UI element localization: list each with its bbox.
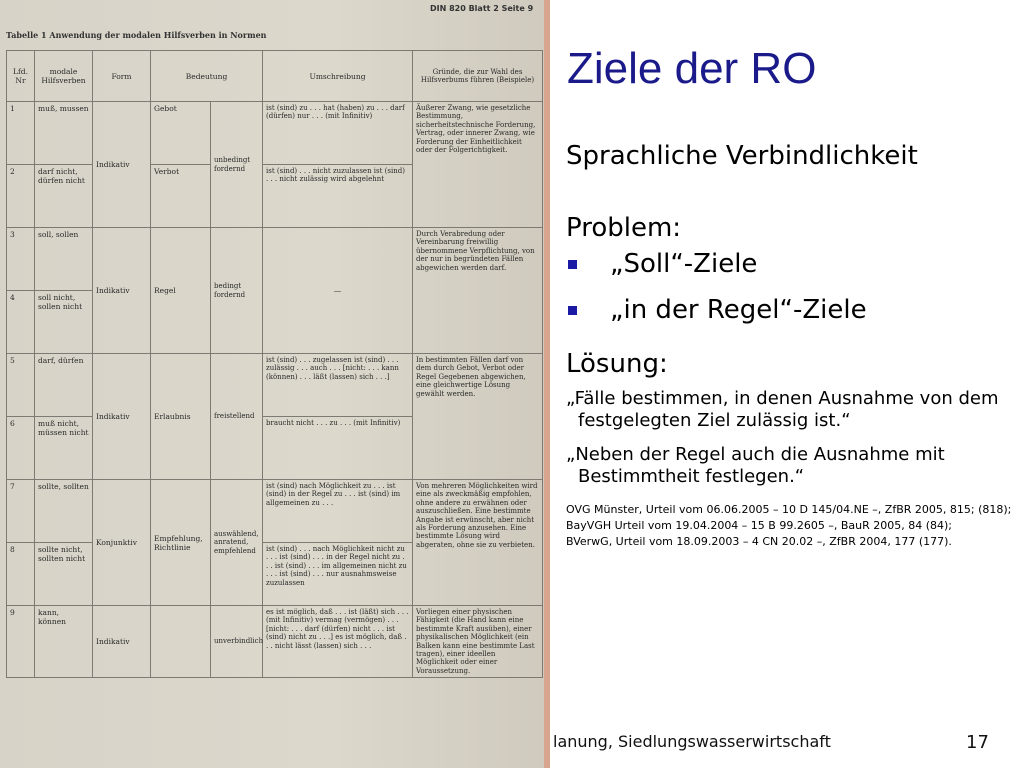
quote-2: „Neben der Regel auch die Ausnahme mit Bestimmtheit festlegen.“ bbox=[566, 444, 945, 487]
cell-bedeutung: Gebot bbox=[151, 102, 211, 165]
cell-verb: muß, mussen bbox=[35, 102, 93, 165]
scan-edge bbox=[544, 0, 550, 768]
cell-bedeutung-detail: unbedingt fordernd bbox=[211, 102, 263, 228]
cell-nr: 7 bbox=[7, 480, 35, 543]
citation: BayVGH Urteil vom 19.04.2004 – 15 B 99.2605 –, BauR 2005, 84 (84); bbox=[566, 519, 952, 532]
cell-umschreibung: es ist möglich, daß . . . ist (läßt) sich . . . (mit Infinitiv) vermag (vermögen) . . . [nicht: . . . darf (dürfen) nicht . . . ist (sind) nicht zu . . .] es ist möglich, daß . . . nicht lässt (lassen) sich . . . bbox=[263, 606, 413, 678]
cell-verb: sollte, sollten bbox=[35, 480, 93, 543]
citation: OVG Münster, Urteil vom 06.06.2005 – 10 D 145/04.NE –, ZfBR 2005, 815; (818); bbox=[566, 503, 1012, 516]
header-cell: Bedeutung bbox=[151, 51, 263, 102]
cell-verb: soll, sollen bbox=[35, 228, 93, 291]
cell-umschreibung: ist (sind) nach Möglichkeit zu . . . ist (sind) in der Regel zu . . . ist (sind) im allgemeinen zu . . . bbox=[263, 480, 413, 543]
cell-umschreibung: braucht nicht . . . zu . . . (mit Infinitiv) bbox=[263, 417, 413, 480]
cell-verb: darf nicht, dürfen nicht bbox=[35, 165, 93, 228]
bullet-item bbox=[566, 248, 1021, 280]
cell-gruende: Vorliegen einer physischen Fähigkeit (die Hand kann eine bestimmte Kraft ausüben), einer physikalischen Möglichkeit (ein Balken kann eine bestimmte Last tragen), einer ideellen Möglichkeit oder einer Voraussetzung. bbox=[413, 606, 543, 678]
cell-umschreibung: ist (sind) . . . nicht zuzulassen ist (sind) . . . nicht zulässig wird abgelehnt bbox=[263, 165, 413, 228]
problem-label: Problem: bbox=[566, 213, 682, 243]
citation: BVerwG, Urteil vom 18.09.2003 – 4 CN 20.02 –, ZfBR 2004, 177 (177). bbox=[566, 535, 952, 548]
citations bbox=[566, 502, 1021, 550]
slide-content bbox=[566, 140, 1021, 550]
subtitle: Sprachliche Verbindlichkeit bbox=[566, 141, 918, 171]
square-bullet-icon bbox=[568, 260, 577, 269]
cell-umschreibung: — bbox=[263, 228, 413, 354]
quote-1: „Fälle bestimmen, in denen Ausnahme von dem festgelegten Ziel zulässig ist.“ bbox=[566, 388, 999, 431]
scan-header-right: DIN 820 Blatt 2 Seite 9 bbox=[430, 4, 534, 13]
table-row bbox=[7, 102, 543, 165]
table-row bbox=[7, 354, 543, 417]
cell-form: Indikativ bbox=[93, 606, 151, 678]
scan-header-left: Tabelle 1 Anwendung der modalen Hilfsverben in Normen bbox=[6, 30, 267, 40]
cell-umschreibung: ist (sind) . . . zugelassen ist (sind) . . . zulässig . . . auch . . . [nicht: . . . kann (können) . . . läßt (lassen) sich . . .] bbox=[263, 354, 413, 417]
cell-nr: 1 bbox=[7, 102, 35, 165]
header-cell: Umschreibung bbox=[263, 51, 413, 102]
cell-nr: 6 bbox=[7, 417, 35, 480]
cell-umschreibung: ist (sind) . . . nach Möglichkeit nicht zu . . . ist (sind) . . . in der Regel nicht zu . . . ist (sind) . . . im allgemeinen nicht zu . . . ist (sind) . . . nur ausnahmsweise zuzulassen bbox=[263, 543, 413, 606]
cell-bedeutung: Regel bbox=[151, 228, 211, 354]
header-cell: Gründe, die zur Wahl des Hilfsverbums führen (Beispiele) bbox=[413, 51, 543, 102]
modal-verbs-table bbox=[6, 50, 543, 678]
problem-bullets bbox=[566, 248, 1021, 326]
cell-bedeutung bbox=[151, 606, 211, 678]
cell-umschreibung: ist (sind) zu . . . hat (haben) zu . . . darf (dürfen) nur . . . (mit Infinitiv) bbox=[263, 102, 413, 165]
cell-gruende: Von mehreren Möglichkeiten wird eine als zweckmäßig empfohlen, ohne andere zu erwähnen oder auszuschließen. Eine bestimmte Angabe ist erwünscht, aber nicht als Forderung anzusehen. Eine bestimmte Lösung wird abgeraten, ohne sie zu verbieten. bbox=[413, 480, 543, 606]
cell-bedeutung-detail: freistellend bbox=[211, 354, 263, 480]
cell-verb: soll nicht, sollen nicht bbox=[35, 291, 93, 354]
table-row bbox=[7, 228, 543, 291]
page-number: 17 bbox=[966, 732, 989, 753]
loesung-label: Lösung: bbox=[566, 349, 668, 379]
cell-nr: 4 bbox=[7, 291, 35, 354]
cell-form: Indikativ bbox=[93, 228, 151, 354]
bullet-text: „Soll“-Ziele bbox=[610, 249, 758, 279]
cell-nr: 5 bbox=[7, 354, 35, 417]
cell-verb: sollte nicht, sollten nicht bbox=[35, 543, 93, 606]
cell-bedeutung-detail: bedingt fordernd bbox=[211, 228, 263, 354]
cell-verb: darf, dürfen bbox=[35, 354, 93, 417]
cell-nr: 3 bbox=[7, 228, 35, 291]
header-cell: modale Hilfsverben bbox=[35, 51, 93, 102]
table-row bbox=[7, 480, 543, 543]
cell-nr: 2 bbox=[7, 165, 35, 228]
bullet-text: „in der Regel“-Ziele bbox=[610, 295, 867, 325]
cell-gruende: In bestimmten Fällen darf von dem durch Gebot, Verbot oder Regel Gegebenen abgewichen, eine gleichwertige Lösung gewählt werden. bbox=[413, 354, 543, 480]
cell-bedeutung: Verbot bbox=[151, 165, 211, 228]
cell-form: Konjunktiv bbox=[93, 480, 151, 606]
bullet-item bbox=[566, 294, 1021, 326]
cell-form: Indikativ bbox=[93, 354, 151, 480]
cell-verb: kann, können bbox=[35, 606, 93, 678]
cell-bedeutung-detail: auswählend, anratend, empfehlend bbox=[211, 480, 263, 606]
table-row bbox=[7, 606, 543, 678]
cell-form: Indikativ bbox=[93, 102, 151, 228]
header-cell: Form bbox=[93, 51, 151, 102]
square-bullet-icon bbox=[568, 306, 577, 315]
table-header-row bbox=[7, 51, 543, 102]
cell-nr: 8 bbox=[7, 543, 35, 606]
cell-verb: muß nicht, müssen nicht bbox=[35, 417, 93, 480]
cell-bedeutung: Erlaubnis bbox=[151, 354, 211, 480]
cell-nr: 9 bbox=[7, 606, 35, 678]
slide-title: Ziele der RO bbox=[567, 44, 817, 93]
cell-gruende: Äußerer Zwang, wie gesetzliche Bestimmung, sicherheitstechnische Forderung, Vertrag, oder innerer Zwang, wie Forderung der Einheitlichkeit oder der Folgerichtigkeit. bbox=[413, 102, 543, 228]
cell-bedeutung-detail: unverbindlich bbox=[211, 606, 263, 678]
cell-bedeutung: Empfehlung, Richtlinie bbox=[151, 480, 211, 606]
slide-footer: lanung, Siedlungswasserwirtschaft bbox=[553, 732, 831, 751]
header-cell: Lfd. Nr bbox=[7, 51, 35, 102]
cell-gruende: Durch Verabredung oder Vereinbarung freiwillig übernommene Verpflichtung, von der nur in begründeten Fällen abgewichen werden darf. bbox=[413, 228, 543, 354]
